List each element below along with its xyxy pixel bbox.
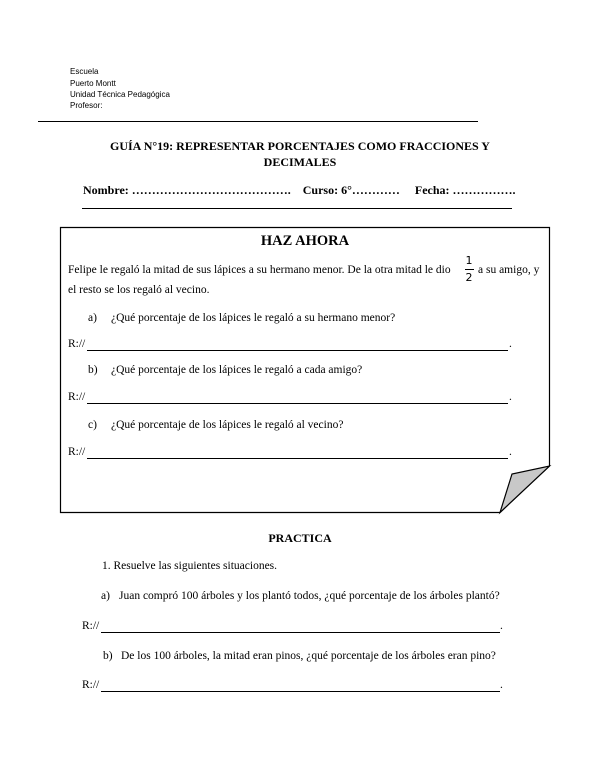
question-a-text: ¿Qué porcentaje de los lápices le regaló a su hermano menor? [111,312,396,324]
teacher-label: Profesor: [70,101,103,110]
problem-text-part2: a su amigo, y [478,264,540,276]
practice-question-b-label: b) [103,650,113,662]
question-b-text: ¿Qué porcentaje de los lápices le regaló a cada amigo? [111,364,363,376]
answer-b-end: . [509,391,512,403]
student-info-line: Nombre: …………………………………. Curso: 6°………… Fecha: ……………. [83,183,516,197]
practice-question-a-text: Juan compró 100 árboles y los plantó todos, ¿qué porcentaje de los árboles plantó? [119,590,500,602]
question-c-label: c) [88,419,97,431]
question-a-label: a) [88,312,97,324]
unit-label: Unidad Técnica Pedagógica [70,90,170,99]
answer-a-line[interactable] [87,350,508,351]
practice-answer-b-line[interactable] [101,691,500,692]
practice-instruction: 1. Resuelve las siguientes situaciones. [102,560,278,572]
question-c-text: ¿Qué porcentaje de los lápices le regaló al vecino? [111,419,344,431]
answer-c-prefix: R:// [68,446,86,458]
city-label: Puerto Montt [70,79,116,88]
question-b-label: b) [88,364,98,376]
do-now-title: HAZ AHORA [260,233,350,249]
answer-a-end: . [509,338,512,350]
problem-text-part1: Felipe le regaló la mitad de sus lápices a su hermano menor. De la otra mitad le dio [68,264,451,276]
problem-text-line2: el resto se los regaló al vecino. [68,284,210,296]
answer-b-prefix: R:// [68,391,86,403]
practice-title: PRACTICA [268,531,332,545]
fraction-denominator: 2 [465,271,473,284]
practice-answer-b-end: . [500,679,503,691]
practice-answer-a-line[interactable] [101,632,500,633]
practice-question-a-label: a) [101,590,110,602]
answer-c-line[interactable] [87,458,508,459]
fraction-bar [465,269,474,270]
title-line-2: DECIMALES [263,155,337,169]
title-line-1: GUÍA N°19: REPRESENTAR PORCENTAJES COMO FRACCIONES Y [110,139,490,153]
practice-question-b-text: De los 100 árboles, la mitad eran pinos, ¿qué porcentaje de los árboles eran pino? [121,650,496,662]
school-label: Escuela [70,67,99,76]
answer-c-end: . [509,446,512,458]
practice-answer-a-end: . [500,620,503,632]
practice-answer-b-prefix: R:// [82,679,100,691]
answer-b-line[interactable] [87,403,508,404]
practice-answer-a-prefix: R:// [82,620,100,632]
fraction-numerator: 1 [465,254,473,267]
answer-a-prefix: R:// [68,338,86,350]
